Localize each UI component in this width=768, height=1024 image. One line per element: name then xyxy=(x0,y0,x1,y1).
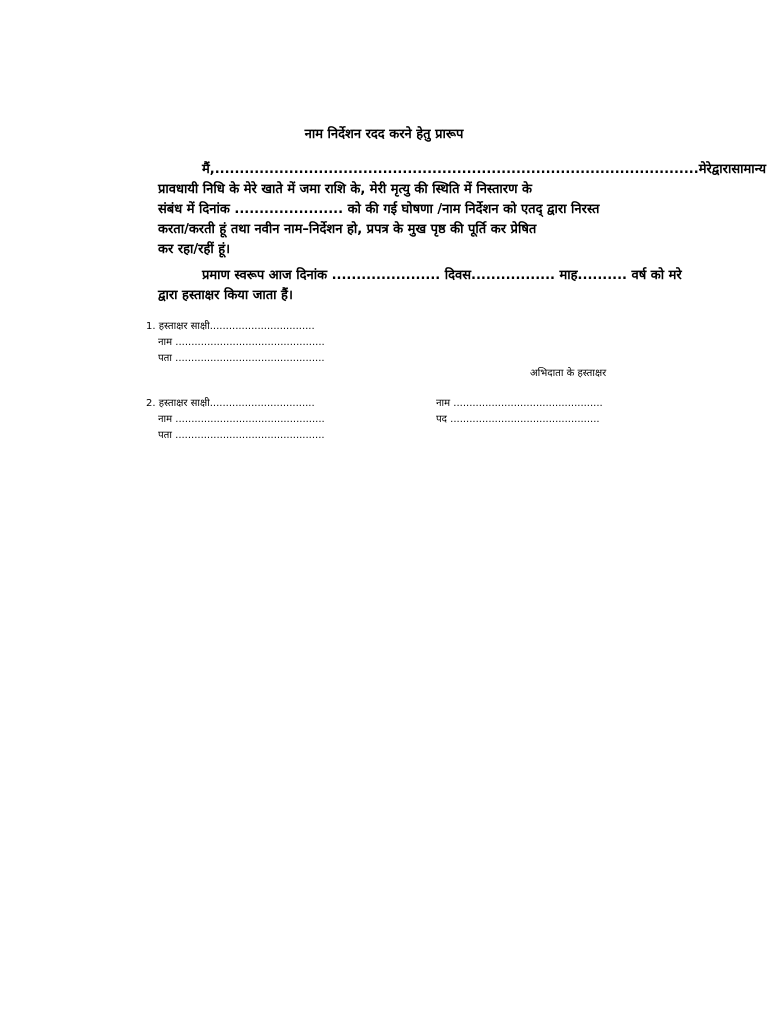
attestation-line-2: द्वारा हस्ताक्षर किया जाता हैं। xyxy=(158,288,293,303)
witness-1-address: पता ............................................... xyxy=(158,353,325,364)
declaration-line-3: संबंध में दिनांक ...................... को की गई घोषणा /नाम निर्देशन को एतद् द्वारा निरस्त xyxy=(158,202,600,217)
officer-designation: पद ............................................... xyxy=(436,414,600,425)
declaration-paragraph xyxy=(158,160,766,260)
declaration-word: सामान्य xyxy=(731,162,766,177)
witness-1-block xyxy=(146,319,325,367)
declarant-name-blank: मैं,.................................................................................................. xyxy=(202,162,699,177)
declaration-line-1 xyxy=(158,160,766,180)
witness-1-name: नाम ............................................... xyxy=(158,337,325,348)
declaration-line-4: करता/करती हूं तथा नवीन नाम–निर्देशन हो, प्रपत्र के मुख पृष्ठ की पूर्ति कर प्रेषित xyxy=(158,222,537,237)
declaration-line-5: कर रहा/रहीं हूं। xyxy=(158,242,231,257)
witness-1-signature: 1. हस्ताक्षर साक्षी................................. xyxy=(146,321,315,332)
attestation-paragraph xyxy=(158,266,682,306)
declaration-line-2: प्रावधायी निधि के मेरे खाते में जमा राशि के, मेरी मृत्यु की स्थिति में निस्तारण के xyxy=(158,182,532,197)
declaration-word: मेरे xyxy=(698,162,712,177)
subscriber-signature-label: अभिदाता के हस्ताक्षर xyxy=(530,368,607,379)
officer-block xyxy=(436,396,603,428)
officer-name: नाम ............................................... xyxy=(436,398,603,409)
witness-2-name: नाम ............................................... xyxy=(158,414,325,425)
witness-2-block xyxy=(146,396,325,444)
page-title: नाम निर्देशन रदद करने हेतु प्रारूप xyxy=(304,127,464,142)
attestation-line-1: प्रमाण स्वरूप आज दिनांक ...................... दिवस................. माह.......... वर्ष को मरे xyxy=(202,268,682,283)
declaration-word: द्वारा xyxy=(711,162,732,177)
witness-2-address: पता ............................................... xyxy=(158,430,325,441)
witness-2-signature: 2. हस्ताक्षर साक्षी................................. xyxy=(146,398,315,409)
